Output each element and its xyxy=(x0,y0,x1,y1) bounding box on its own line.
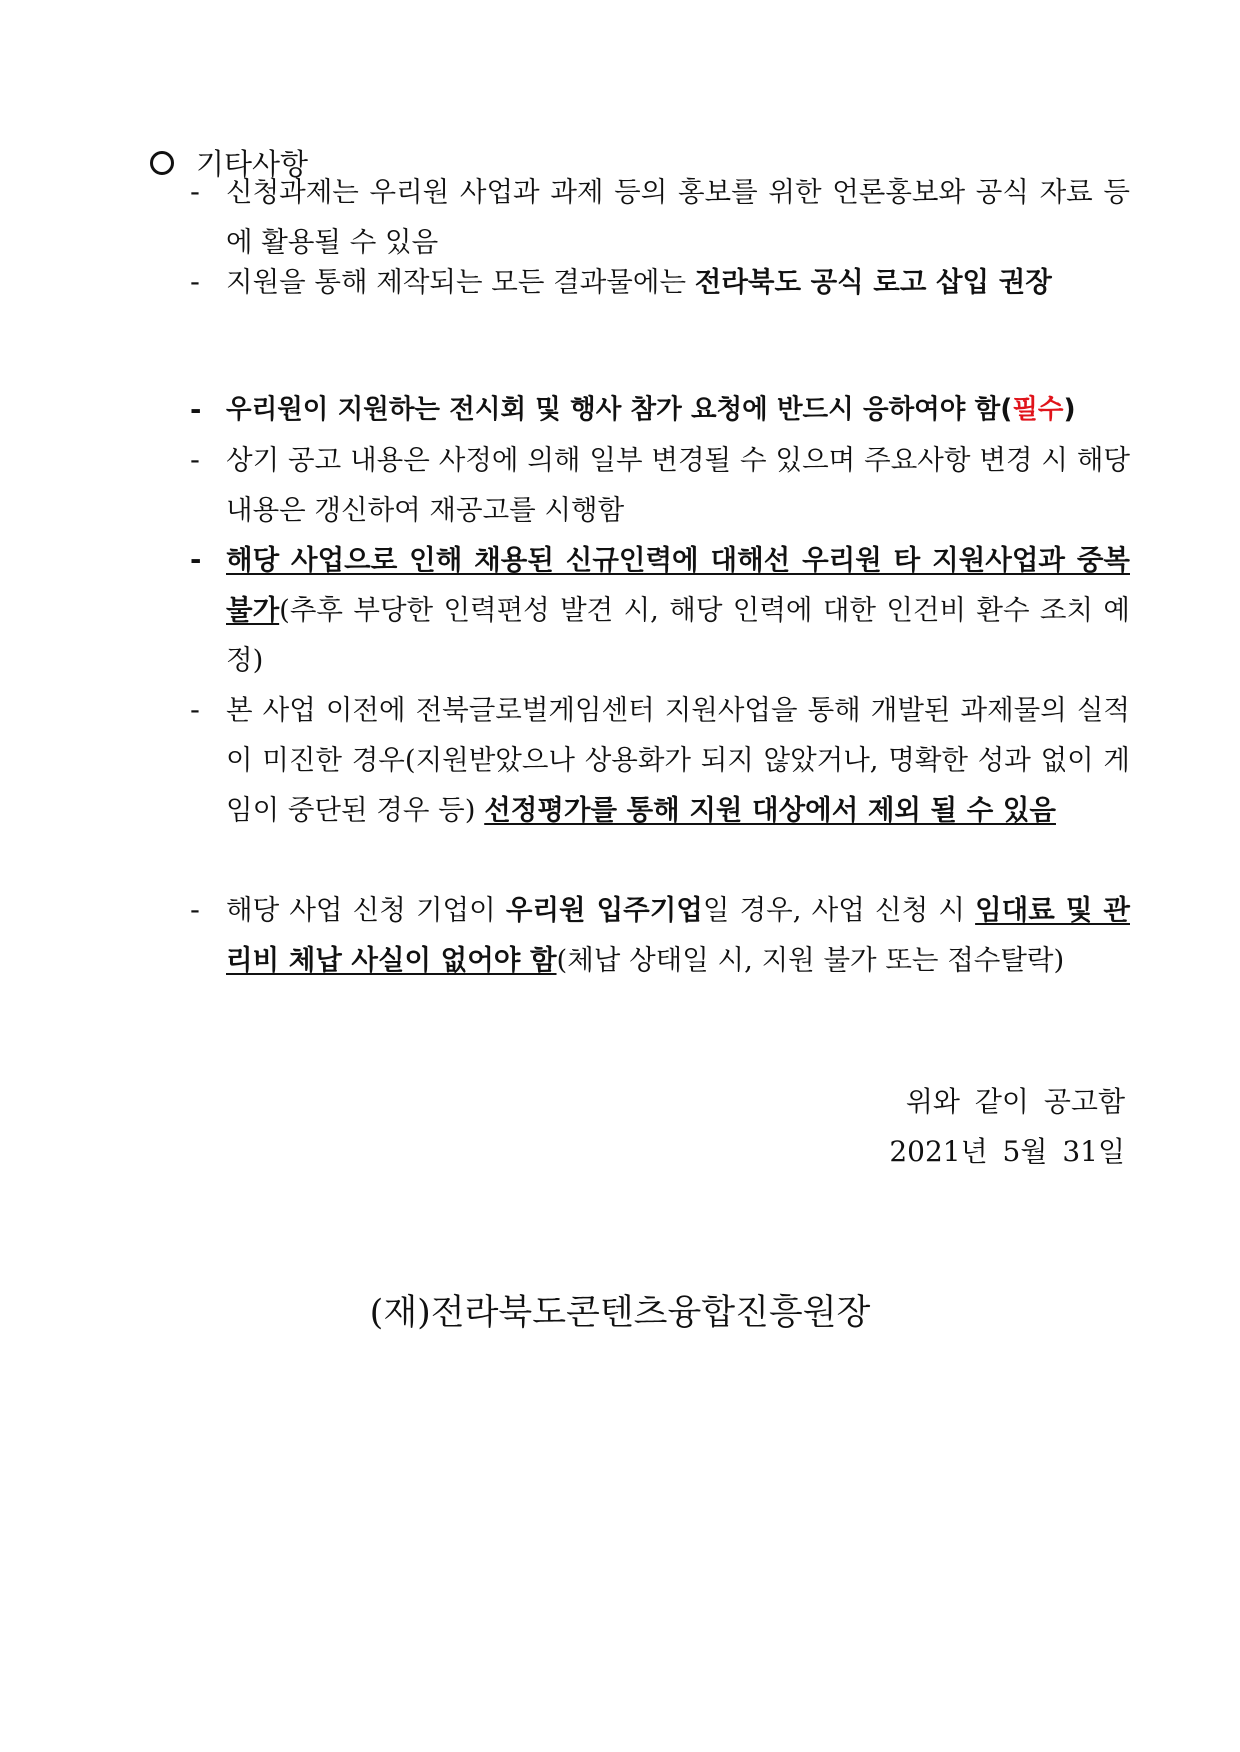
list-item xyxy=(190,435,1130,535)
item-text: 신청과제는 우리원 사업과 과제 등의 홍보를 위한 언론홍보와 공식 자료 등에 활용될 수 있음 xyxy=(226,176,1130,258)
dash-bullet: - xyxy=(190,444,200,476)
dash-bullet: - xyxy=(190,894,200,926)
dash-bullet: - xyxy=(190,394,202,426)
item-emphasis: 우리원 입주기업 xyxy=(505,894,703,926)
list-item xyxy=(190,885,1130,985)
dash-bullet: - xyxy=(190,266,200,298)
list-item xyxy=(190,385,1130,435)
item-text: 일 경우, 사업 신청 시 xyxy=(702,894,976,926)
list-item xyxy=(190,167,1130,267)
list-item xyxy=(190,257,1130,307)
organization-name: (재)전라북도콘텐츠융합진흥원장 xyxy=(369,1293,871,1333)
item-emphasis: 전라북도 공식 로고 삽입 권장 xyxy=(694,266,1052,298)
item-text: 해당 사업 신청 기업이 xyxy=(226,894,506,926)
item-emphasis: 우리원이 지원하는 전시회 및 행사 참가 요청에 반드시 응하여야 함( xyxy=(226,394,1013,425)
item-emphasis-close: ) xyxy=(1063,394,1076,425)
required-label: 필수 xyxy=(1012,394,1064,425)
dash-bullet: - xyxy=(190,176,200,208)
item-emphasis: 임대료 및 관리비 체납 사실이 없어야 함 xyxy=(226,894,1130,976)
list-item xyxy=(190,535,1130,685)
item-text: (추후 부당한 인력편성 발견 시, 해당 인력에 대한 인건비 환수 조치 예정) xyxy=(226,594,1130,676)
item-text: 상기 공고 내용은 사정에 의해 일부 변경될 수 있으며 주요사항 변경 시 해당내용은 갱신하여 재공고를 시행함 xyxy=(226,444,1130,526)
item-text: (체납 상태일 시, 지원 불가 또는 접수탈락) xyxy=(556,944,1065,976)
item-emphasis: 해당 사업으로 인해 채용된 신규인력에 대해선 우리원 타 지원사업과 중복 불가 xyxy=(226,544,1130,626)
section-title: 기타사항 xyxy=(196,147,309,181)
item-text: 본 사업 이전에 전북글로벌게임센터 지원사업을 통해 개발된 과제물의 실적이 미진한 경우(지원받았으나 상용화가 되지 않았거나, 명확한 성과 없이 게임이 중단된 경우 등) xyxy=(226,694,1130,826)
dash-bullet: - xyxy=(190,694,200,726)
dash-bullet: - xyxy=(190,544,202,576)
announcement-date: 2021년 5월 31일 xyxy=(889,1135,1125,1168)
item-emphasis: 선정평가를 통해 지원 대상에서 제외 될 수 있음 xyxy=(484,794,1056,826)
item-text: 지원을 통해 제작되는 모든 결과물에는 xyxy=(226,266,695,298)
hollow-circle-icon xyxy=(150,151,174,175)
closing-statement: 위와 같이 공고함 xyxy=(905,1085,1125,1118)
list-item xyxy=(190,685,1130,835)
